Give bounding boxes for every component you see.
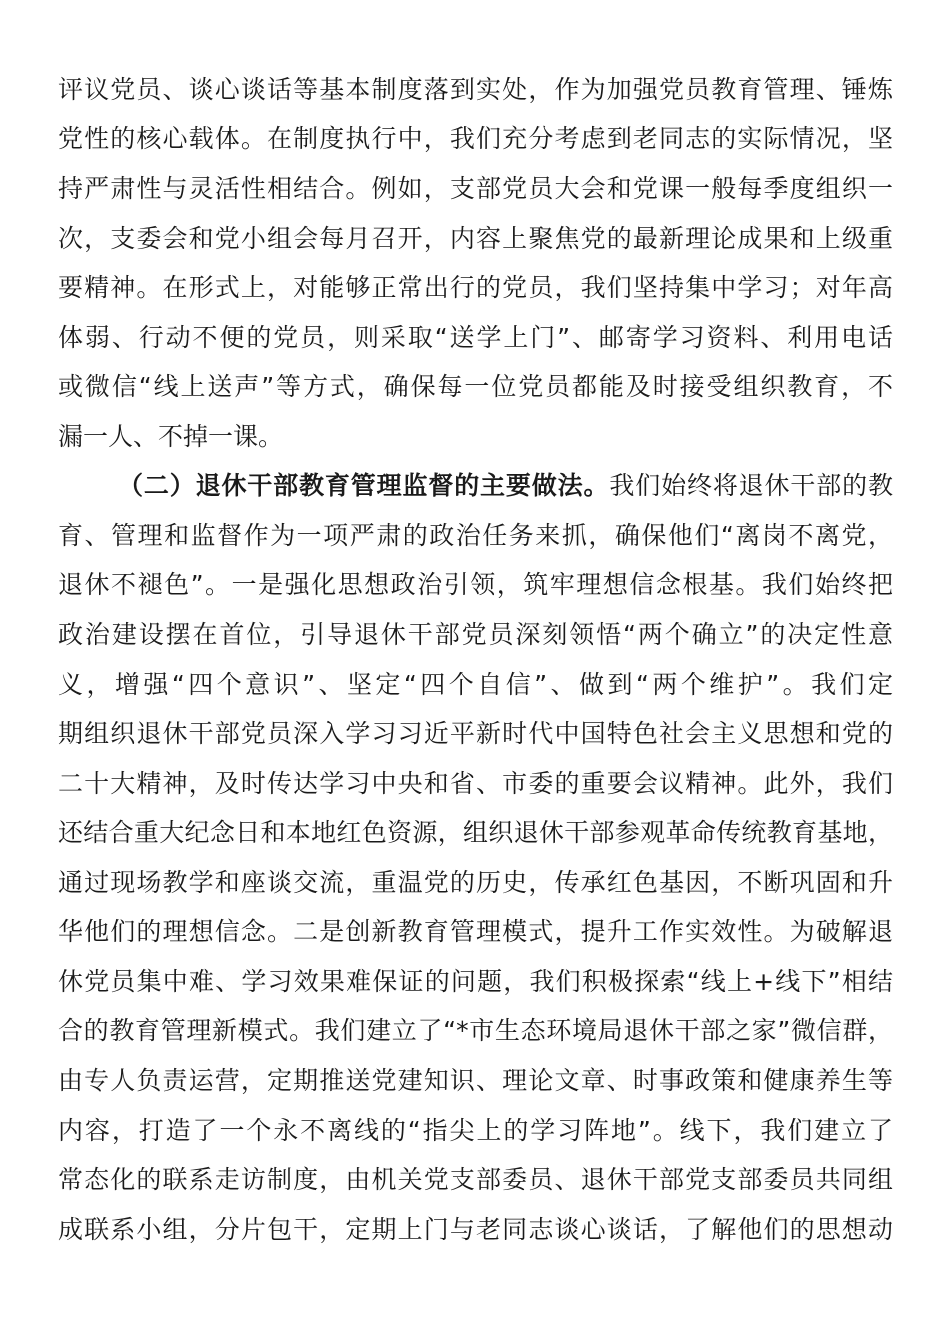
paragraph-line: 评议党员、谈心谈话等基本制度落到实处，作为加强党员教育管理、锤炼 [58,75,893,104]
paragraph-line: 还结合重大纪念日和本地红色资源，组织退休干部参观革命传统教育基地， [58,818,893,847]
section-heading-line [118,468,893,504]
paragraph-line: 体弱、行动不便的党员，则采取“送学上门”、邮寄学习资料、利用电话 [58,323,893,352]
paragraph-line: 二十大精神，及时传达学习中央和省、市委的重要会议精神。此外，我们 [58,769,893,798]
paragraph-line: 华他们的理想信念。二是创新教育管理模式，提升工作实效性。为破解退 [58,917,893,946]
paragraph-line: 要精神。在形式上，对能够正常出行的党员，我们坚持集中学习；对年高 [58,273,893,302]
paragraph-line: 义，增强“四个意识”、坚定“四个自信”、做到“两个维护”。我们定 [58,670,893,699]
paragraph-line: 政治建设摆在首位，引导退休干部党员深刻领悟“两个确立”的决定性意 [58,620,893,649]
paragraph-line: 育、管理和监督作为一项严肃的政治任务来抓，确保他们“离岗不离党， [58,521,893,550]
paragraph-line: 或微信“线上送声”等方式，确保每一位党员都能及时接受组织教育，不 [58,372,893,401]
paragraph-line: 由专人负责运营，定期推送党建知识、理论文章、时事政策和健康养生等 [58,1066,893,1095]
paragraph-line: 退休不褪色”。一是强化思想政治引领，筑牢理想信念根基。我们始终把 [58,570,893,599]
paragraph-line: 持严肃性与灵活性相结合。例如，支部党员大会和党课一般每季度组织一 [58,174,893,203]
paragraph-line: 通过现场教学和座谈交流，重温党的历史，传承红色基因，不断巩固和升 [58,868,893,897]
section-heading-line-rest: 我们始终将退休干部的教 [609,471,893,500]
paragraph-line: 常态化的联系走访制度，由机关党支部委员、退休干部党支部委员共同组 [58,1165,893,1194]
paragraph-line: 休党员集中难、学习效果难保证的问题，我们积极探索“线上+线下”相结 [58,967,893,996]
paragraph-line: 内容，打造了一个永不离线的“指尖上的学习阵地”。线下，我们建立了 [58,1116,893,1145]
paragraph-line: 漏一人、不掉一课。 [58,422,284,451]
paragraph-line: 次，支委会和党小组会每月召开，内容上聚焦党的最新理论成果和上级重 [58,224,893,253]
paragraph-line: 党性的核心载体。在制度执行中，我们充分考虑到老同志的实际情况，坚 [58,124,893,153]
paragraph-line: 成联系小组，分片包干，定期上门与老同志谈心谈话，了解他们的思想动 [58,1215,893,1244]
section-heading: （二）退休干部教育管理监督的主要做法。 [118,471,610,500]
paragraph-line: 期组织退休干部党员深入学习习近平新时代中国特色社会主义思想和党的 [58,719,893,748]
paragraph-line: 合的教育管理新模式。我们建立了“*市生态环境局退休干部之家”微信群， [58,1016,893,1045]
